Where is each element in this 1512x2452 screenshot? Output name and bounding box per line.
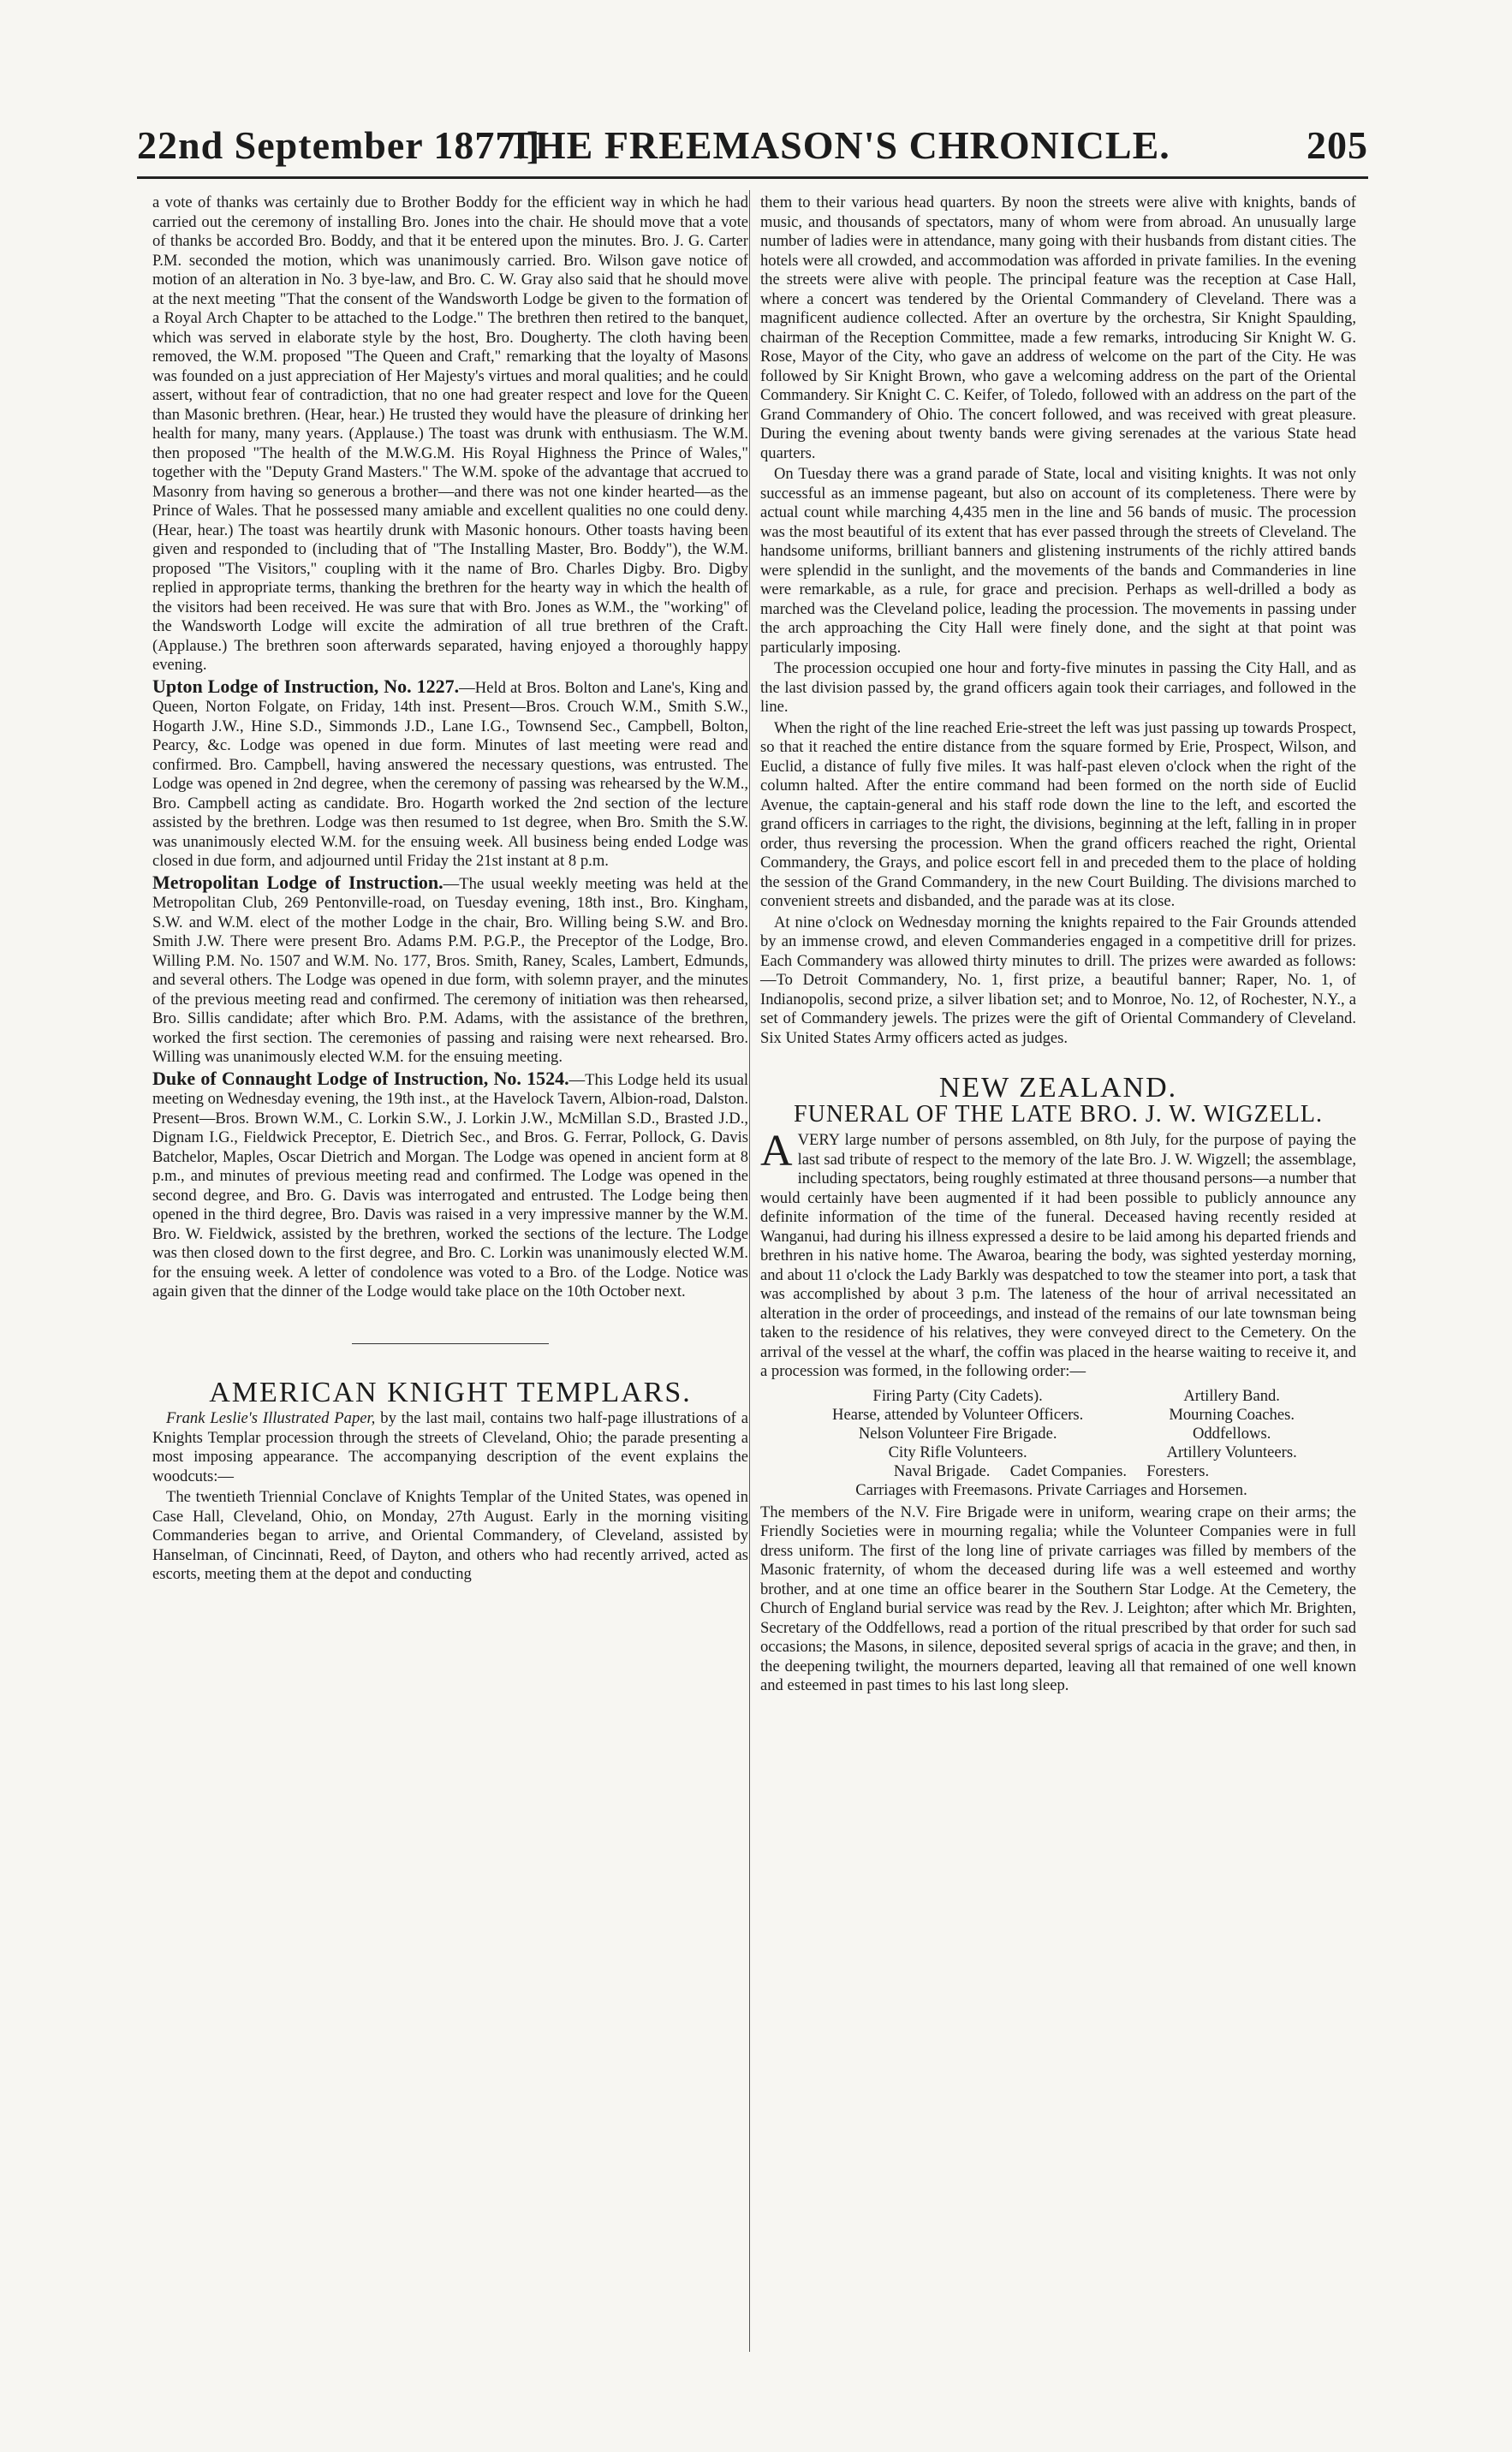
procession-item bbox=[777, 1462, 1325, 1481]
procession-item: Mourning Coaches. bbox=[1169, 1405, 1295, 1424]
procession-row bbox=[777, 1481, 1325, 1500]
funeral-closing-paragraph: The members of the N.V. Fire Brigade were in uniform, wearing crape on their arms; the Friendly Societies were in mourning regalia; while the Volunteer Companies were in full dress uniform. The first of the long line of private carriages was filled by members of the Masonic fraternity, of whom the deceased during life was a well esteemed and worthy brother, and at one time an office bearer in the Southern Star Lodge. At the Cemetery, the Church of England burial service was read by the Rev. J. Leighton; after which Mr. Brighten, Secretary of the Oddfellows, read a portion of the ritual prescribed by that order for such sad occasions; the Masons, in silence, deposited several sprigs of acacia in the grave; and then, in the deepening twilight, the mourners departed, leaving all that remained of one well known and esteemed in past times to his last long sleep. bbox=[760, 1503, 1356, 1694]
procession-row bbox=[777, 1462, 1325, 1481]
funeral-text: VERY large number of persons assembled, on 8th July, for the purpose of paying the last sad tribute of respect to the memory of the late Bro. J. W. Wigzell; the assemblage, including spectators, being roughly estimated at three thousand persons—a number that would certainly have been augmented if it had been possible to publicly announce any definite information of the time of the funeral. Deceased having recently resided at Wanganui, had during his illness expressed a desire to be laid among his departed friends and brethren in his native home. The Awaroa, bearing the body, was sighted yesterday morning, and about 11 o'clock the Lady Barkly was despatched to tow the steamer into port, a task that was accomplished by about 3 p.m. The lateness of the hour of arrival necessitated an alteration in the order of proceedings, and instead of the remains of our late townsman being taken to the residence of his relatives, they were conveyed direct to the Cemetery. On the arrival of the vessel at the wharf, the coffin was placed in the hearse waiting to receive it, and a procession was formed, in the following order:— bbox=[760, 1131, 1356, 1380]
issue-date: 22nd September 1877.] bbox=[137, 123, 541, 167]
section-divider bbox=[352, 1343, 549, 1344]
templars-parade-paragraph: On Tuesday there was a grand parade of State, local and visiting knights. It was not only successful as an immense pageant, but also on account of its completeness. There were by actual count while marching 4,435 men in the line and 56 bands of music. The procession was the most beautiful of its extent that has ever passed through the streets of Cleveland. The handsome uniforms, brilliant banners and glistening instruments of the richly attired bands were splendid in the sunlight, and the movements of the bands and Commanderies in line were remarkable, as a rule, for grace and precision. Perhaps as well-drilled a body as marched was the Cleveland police, leading the procession. The movements in passing under the arch approaching the City Hall were finely done, and the sight at that point was particularly imposing. bbox=[760, 465, 1356, 657]
templars-continuation: them to their various head quarters. By noon the streets were alive with knights, bands of music, and thousands of spectators, many of whom were from abroad. An unusually large number of ladies were in attendance, many going with their husbands from distant cities. The hotels were all crowded, and accommodation was afforded in private families. In the evening the streets were alive with people. The principal feature was the reception at Case Hall, where a concert was tendered by the Oriental Commandery of Cleveland. There was a magnificent audience collected. After an overture by the orchestra, Sir Knight Spaulding, chairman of the Reception Committee, made a few remarks, introducing Sir Knight W. G. Rose, Mayor of the City, who gave an address of welcome on the part of the City. He was followed by Sir Knight Brown, who gave a welcoming address on the part of the Oriental Commandery. Sir Knight C. C. Keifer, of Toledo, followed with an address on the part of the Grand Commandery of Ohio. The concert followed, and was received with great pleasure. During the evening about twenty bands were giving serenades at the various State head quarters. bbox=[760, 193, 1356, 462]
source-publication: Frank Leslie's Illustrated Paper, bbox=[166, 1409, 376, 1427]
templars-procession-paragraph: The procession occupied one hour and forty-five minutes in passing the City Hall, and as the last division passed by, the grand officers again took their carriages, and followed in the line. bbox=[760, 659, 1356, 716]
metropolitan-lodge-report bbox=[152, 873, 748, 1068]
procession-item: Artillery Band. bbox=[1183, 1386, 1280, 1405]
masthead-rule bbox=[137, 176, 1368, 179]
upton-lodge-text: —Held at Bros. Bolton and Lane's, King and Queen, Norton Folgate, on Friday, 14th inst. Present—Bros. Crouch W.M., Smith S.W., Hogarth J.W., Hine S.D., Simmonds J.D., Lane I.G., Townsend Sec., Campbell, Bolton, Pearcy, &c. Lodge was opened in due form. Minutes of last meeting were read and confirmed. Bro. Campbell, having answered the necessary questions, was entrusted. The Lodge was opened in 2nd degree, when the ceremony of passing was rehearsed by the W.M., Bro. Campbell acting as candidate. Bro. Hogarth worked the 2nd section of the lecture assisted by the brethren. Lodge was then resumed to 1st degree, when Bro. Smith the S.W. was unanimously elected W.M. for the ensuing week. All business being ended Lodge was closed in due form, and adjourned until Friday the 21st instant at 8 p.m. bbox=[152, 678, 748, 870]
procession-item: Hearse, attended by Volunteer Officers. bbox=[832, 1405, 1084, 1424]
american-templars-heading: AMERICAN KNIGHT TEMPLARS. bbox=[209, 1376, 692, 1408]
procession-row bbox=[777, 1406, 1325, 1425]
american-templars-intro bbox=[152, 1409, 748, 1486]
procession-item: Cadet Companies. bbox=[1009, 1461, 1128, 1480]
funeral-subheading: FUNERAL OF THE LATE BRO. J. W. WIGZELL. bbox=[794, 1100, 1323, 1128]
procession-item: Nelson Volunteer Fire Brigade. bbox=[858, 1424, 1057, 1443]
procession-row bbox=[777, 1443, 1325, 1462]
metropolitan-lodge-text: —The usual weekly meeting was held at the Metropolitan Club, 269 Pentonville-road, on Tuesday evening, 18th inst., Bro. Kingham, S.W. and W.M. elect of the mother Lodge in the chair, Bro. Willing being S.W. and Bro. Smith J.W. There were present Bro. Adams P.M. P.G.P., the Preceptor of the Lodge, Bro. Willing P.M. No. 1507 and W.M. No. 177, Bros. Smith, Raney, Scales, Lambert, Edmunds, and several others. The Lodge was opened in due form, with solemn prayer, and the minutes of the previous meeting read and confirmed. The ceremony of initiation was then rehearsed, Bro. Sillis candidate; after which Bro. P.M. Adams, with the assistance of the brethren, worked the first section. The ceremonies of passing and raising were next rehearsed. Bro. Willing was unanimously elected W.M. for the ensuing meeting. bbox=[152, 874, 748, 1066]
american-templars-intro-text: by the last mail, contains two half-page illustrations of a Knights Templar procession through the streets of Cleveland, Ohio; the parade presenting a most imposing appearance. The accompanying description of the event explains the woodcuts:— bbox=[152, 1409, 748, 1485]
left-column bbox=[152, 193, 748, 1585]
new-zealand-heading: NEW ZEALAND. bbox=[938, 1072, 1178, 1104]
page-number: 205 bbox=[1307, 123, 1368, 167]
wandsworth-continuation: a vote of thanks was certainly due to Brother Boddy for the efficient way in which he had carried out the ceremony of installing Bro. Jones into the chair. He should move that a vote of thanks be accorded Bro. Boddy, and that it be entered upon the minutes. Bro. J. G. Carter P.M. seconded the motion, which was unanimously carried. Bro. Wilson gave notice of motion of an alteration in No. 3 bye-law, and Bro. C. W. Gray also said that he should move at the next meeting "That the consent of the Wandsworth Lodge be given to the formation of a Royal Arch Chapter to be attached to the Lodge." The brethren then retired to the banquet, which was served in elaborate style by the host, Bro. Dougherty. The cloth having been removed, the W.M. proposed "The Queen and Craft," remarking that the loyalty of Masons was founded on a just appreciation of Her Majesty's virtues and moral qualities; and he could assert, without fear of contradiction, that no one had greater respect and love for the Queen than Masonic brethren. (Hear, hear.) He trusted they would have the pleasure of drinking her health for many, many years. (Applause.) The toast was drunk with enthusiasm. The W.M. then proposed "The health of the M.W.G.M. His Royal Highness the Prince of Wales," together with the "Deputy Grand Masters." The W.M. spoke of the advantage that accrued to Masonry from having so generous a brother—and there was not one kinder hearted—as the Prince of Wales. That he possessed many amiable and excellent qualities no one could deny. (Hear, hear.) The toast was heartily drunk with Masonic honours. Other toasts having been given and responded to (including that of "The Installing Master, Bro. Boddy"), the W.M. proposed "The Visitors," coupling with it the name of Bro. Charles Digby. Bro. Digby replied in appropriate terms, thanking the brethren for the hearty way in which the health of the visitors had been received. He was sure that with Bro. Jones as W.M., the "working" of the Wandsworth Lodge will excite the admiration of all true brethren of the Craft. (Applause.) The brethren soon afterwards separated, having enjoyed a thoroughly happy evening. bbox=[152, 193, 748, 674]
american-templars-paragraph: The twentieth Triennial Conclave of Knights Templar of the United States, was opened in Case Hall, Cleveland, Ohio, on Monday, 27th August. Early in the morning visiting Commanderies began to arrive, and Oriental Commandery, of Cleveland, assisted by Hanselman, of Cincinnati, Reed, of Dayton, and others who had recently arrived, acted as escorts, meeting them at the depot and conducting bbox=[152, 1488, 748, 1583]
procession-row bbox=[777, 1425, 1325, 1443]
procession-item: Artillery Volunteers. bbox=[1166, 1443, 1297, 1461]
funeral-paragraph bbox=[760, 1127, 1356, 1382]
connaught-lodge-report bbox=[152, 1069, 748, 1302]
templars-route-paragraph: When the right of the line reached Erie-street the left was just passing up towards Prospect, so that it reached the entire distance from the square formed by Erie, Prospect, Wilson, and Euclid, a distance of fully five miles. It was half-past eleven o'clock when the right of the column halted. After the entire command had been formed on the north side of Euclid Avenue, the captain-general and his staff rode down the line to the left, and escorted the grand officers in carriages to the right, the divisions, beginning at the left, falling in in proper order, thus reversing the procession. When the grand officers reached the right, Oriental Commandery, the Grays, and police escort fell in and preceded them to the place of holding the session of the Grand Commandery, in the new Court Building. The divisions marched to convenient streets and disbanded, and the parade was at its close. bbox=[760, 718, 1356, 910]
right-column bbox=[760, 193, 1356, 1696]
procession-item: Naval Brigade. bbox=[893, 1461, 991, 1480]
masthead bbox=[137, 120, 1368, 171]
connaught-lodge-title: Duke of Connaught Lodge of Instruction, No. 1524. bbox=[152, 1067, 569, 1089]
procession-item: Oddfellows. bbox=[1192, 1424, 1271, 1443]
procession-item: Carriages with Freemasons. Private Carriages and Horsemen. bbox=[855, 1480, 1247, 1499]
procession-row bbox=[777, 1387, 1325, 1406]
drop-cap: A bbox=[760, 1127, 793, 1175]
publication-title: THE FREEMASON'S CHRONICLE. bbox=[508, 123, 1170, 167]
upton-lodge-report bbox=[152, 677, 748, 872]
procession-item: Foresters. bbox=[1146, 1461, 1210, 1480]
metropolitan-lodge-title: Metropolitan Lodge of Instruction. bbox=[152, 871, 443, 893]
column-divider bbox=[749, 190, 750, 2352]
procession-item: Firing Party (City Cadets). bbox=[872, 1386, 1043, 1405]
procession-item: City Rifle Volunteers. bbox=[888, 1443, 1027, 1461]
connaught-lodge-text: —This Lodge held its usual meeting on Wednesday evening, the 19th inst., at the Havelock Tavern, Albion-road, Dalston. Present—Bros. Brown W.M., C. Lorkin S.W., J. Lorkin J.W., McMillan S.D., Brasted J.D., Dignam I.G., Fieldwick Preceptor, E. Dietrich Sec., and Bros. G. Ferrar, Pollock, G. Davis Batchelor, Maples, Oscar Dietrich and Morgan. The Lodge was opened in ancient form at 8 p.m., and minutes of previous meeting read and confirmed. The Lodge was opened in the second degree, and Bro. G. Davis was interrogated and entrusted. The Lodge being then opened in the third degree, Bro. Davis was raised in a very impressive manner by the W.M. Bro. W. Fieldwick, assisted by the brethren, worked the sections of the lecture. The Lodge was then closed down to the first degree, and Bro. C. Lorkin was unanimously elected W.M. for the ensuing week. A letter of condolence was voted to a Bro. of the Lodge. Notice was again given that the dinner of the Lodge would take place on the 10th October next. bbox=[152, 1070, 748, 1300]
templars-drill-paragraph: At nine o'clock on Wednesday morning the knights repaired to the Fair Grounds attended by an immense crowd, and eleven Commanderies engaged in a competitive drill for prizes. Each Commandery was allowed thirty minutes to drill. The prizes were awarded as follows:—To Detroit Commandery, No. 1, first prize, a beautiful banner; Raper, No. 1, of Indianopolis, second prize, a silver libation set; and to Monroe, No. 12, of Rochester, N.Y., a set of Commandery jewels. The prizes were the gift of Oriental Commandery of Cleveland. Six United States Army officers acted as judges. bbox=[760, 913, 1356, 1047]
procession-order bbox=[777, 1387, 1325, 1500]
upton-lodge-title: Upton Lodge of Instruction, No. 1227. bbox=[152, 675, 460, 697]
